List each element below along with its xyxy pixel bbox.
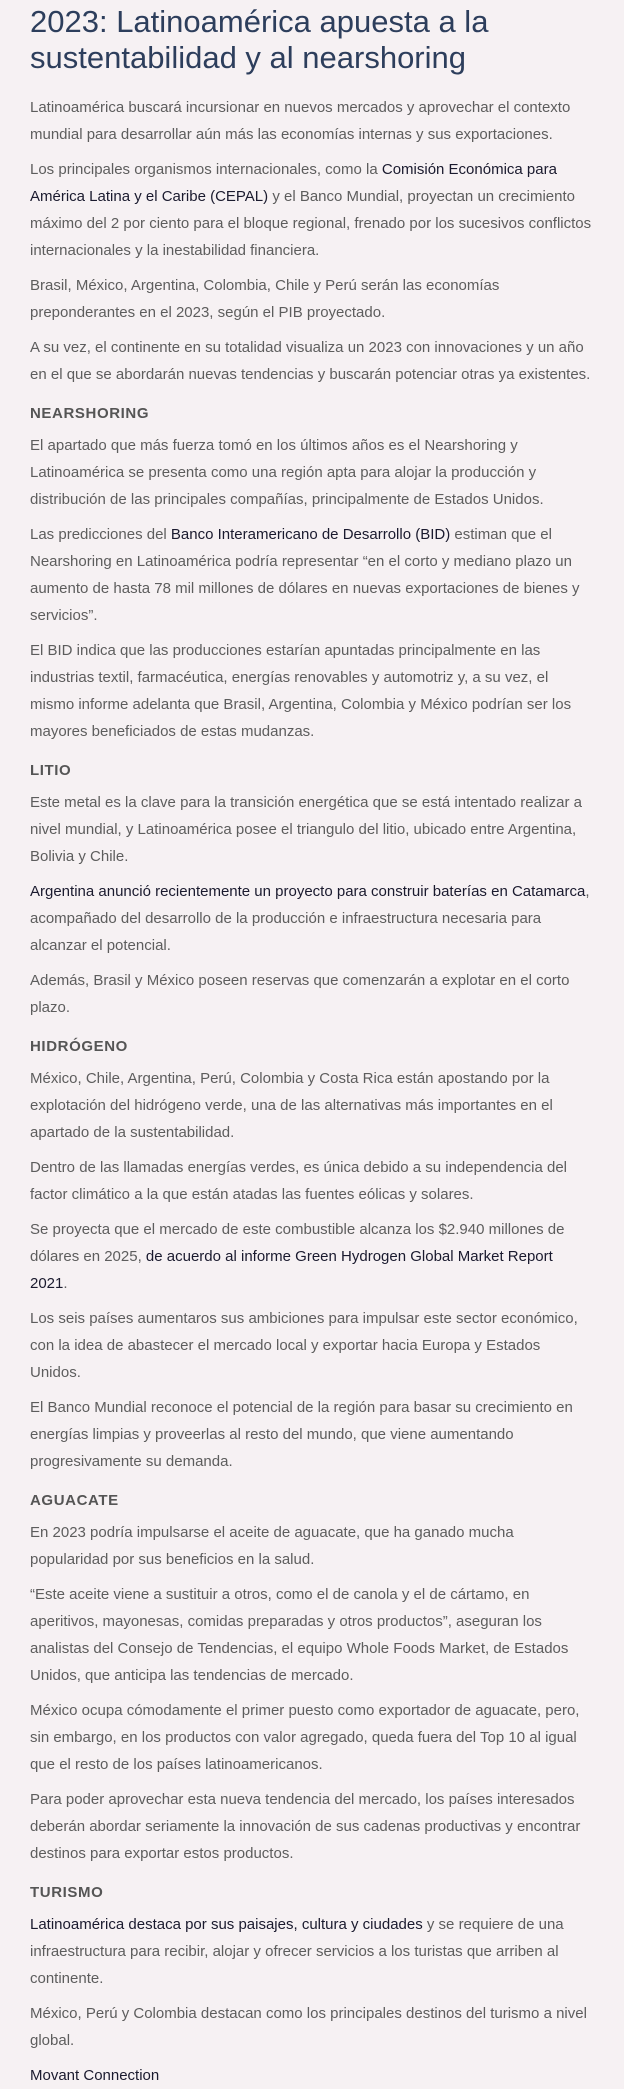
aguacate-paragraph-1: En 2023 podría impulsarse el aceite de aguacate, que ha ganado mucha popularidad por sus beneficios en la salud. [30,1524,514,1568]
turismo-heading: TURISMO [30,1884,104,1901]
turismo-paragraph-2: México, Perú y Colombia destacan como los principales destinos del turismo a nivel global. [30,2005,587,2049]
intro-paragraph-3: Brasil, México, Argentina, Colombia, Chile y Perú serán las economías preponderantes en el 2023, según el PIB proyectado. [30,277,500,321]
nearshoring-paragraph-1: El apartado que más fuerza tomó en los últimos años es el Nearshoring y Latinoamérica se presenta como una región apta para alojar la producción y distribución de las principales compañías, principalmente de Estados Unidos. [30,437,544,508]
turismo-paragraph-1 [30,1911,594,1992]
hidrogeno-paragraph-3-text-end: . [63,1275,68,1292]
hidrogeno-paragraph-2: Dentro de las llamadas energías verdes, es única debido a su independencia del factor climático a la que están atadas las fuentes eólicas y solares. [30,1159,568,1203]
nearshoring-paragraph-2-text-start: Las predicciones del [30,526,171,543]
nearshoring-paragraph-3: El BID indica que las producciones estarían apuntadas principalmente en las industrias textil, farmacéutica, energías renovables y automotriz y, a su vez, el mismo informe adelanta que Brasil, Argentina, Colombia y México podrían ser los mayores beneficiados de estas mudanzas. [30,642,572,740]
intro-paragraph-1: Latinoamérica buscará incursionar en nuevos mercados y aprovechar el contexto mundial para desarrollar aún más las economías internas y sus exportaciones. [30,99,571,143]
bid-link[interactable]: Banco Interamericano de Desarrollo (BID) [170,526,451,543]
movant-connection-link[interactable]: Movant Connection [30,2067,160,2084]
intro-paragraph-2-text-start: Los principales organismos internacionales, como la [30,161,382,178]
green-hydrogen-report-link[interactable]: de acuerdo al informe Green Hydrogen Global Market Report 2021 [30,1248,553,1292]
intro-paragraph-2 [30,156,594,264]
hidrogeno-paragraph-4: Los seis países aumentaros sus ambiciones para impulsar este sector económico, con la idea de abastecer el mercado local y exportar hacia Europa y Estados Unidos. [30,1310,578,1381]
intro-paragraph-4: A su vez, el continente en su totalidad visualiza un 2023 con innovaciones y un año en el que se abordarán nuevas tendencias y buscarán potenciar otras ya existentes. [30,339,591,383]
aguacate-paragraph-3: México ocupa cómodamente el primer puesto como exportador de aguacate, pero, sin embargo, en los productos con valor agregado, queda fuera del Top 10 al igual que el resto de los países latinoamericanos. [30,1702,580,1773]
cepal-link[interactable]: Comisión Económica para América Latina y el Caribe (CEPAL) [30,161,557,205]
nearshoring-paragraph-2-text-end: estiman que el Nearshoring en Latinoamérica podría representar “en el corto y mediano plazo un aumento de hasta 78 mil millones de dólares en nuevas exportaciones de bienes y servicios”. [30,526,580,624]
litio-heading: LITIO [30,762,72,779]
litio-paragraph-3: Además, Brasil y México poseen reservas que comenzarán a explotar en el corto plazo. [30,972,570,1016]
hidrogeno-heading: HIDRÓGENO [30,1038,128,1055]
nearshoring-heading: NEARSHORING [30,405,150,422]
aguacate-paragraph-2: “Este aceite viene a sustituir a otros, como el de canola y el de cártamo, en aperitivos, mayonesas, comidas preparadas y otros productos”, aseguran los analistas del Consejo de Tendencias, el equipo Whole Foods Market, de Estados Unidos, que anticipa las tendencias de mercado. [30,1586,569,1684]
intro-paragraph-2-text-end: y el Banco Mundial, proyectan un crecimiento máximo del 2 por ciento para el bloque regional, frenado por los sucesivos conflictos internacionales y la inestabilidad financiera. [30,188,592,259]
aguacate-paragraph-4: Para poder aprovechar esta nueva tendencia del mercado, los países interesados deberán abordar seriamente la innovación de sus cadenas productivas y encontrar destinos para exportar estos productos. [30,1791,581,1862]
article-title: 2023: Latinoamérica apuesta a la sustentabilidad y al nearshoring [30,4,489,75]
hidrogeno-paragraph-5: El Banco Mundial reconoce el potencial de la región para basar su crecimiento en energías limpias y proveerlas al resto del mundo, que viene aumentando progresivamente su demanda. [30,1399,573,1470]
catamarca-batteries-link[interactable]: Argentina anunció recientemente un proyecto para construir baterías en Catamarca [30,883,586,900]
aguacate-heading: AGUACATE [30,1492,119,1509]
hidrogeno-paragraph-3 [30,1216,594,1297]
hidrogeno-paragraph-3-text-start: Se proyecta que el mercado de este combustible alcanza los $2.940 millones de dólares en 2025, [30,1221,565,1265]
article [30,0,594,2089]
litio-paragraph-2 [30,878,594,959]
nearshoring-paragraph-2 [30,521,594,629]
latinoamerica-tourism-link[interactable]: Latinoamérica destaca por sus paisajes, cultura y ciudades [30,1916,423,1933]
litio-paragraph-2-text-end: , acompañado del desarrollo de la producción e infraestructura necesaria para alcanzar el potencial. [30,883,590,954]
turismo-paragraph-1-text-end: y se requiere de una infraestructura para recibir, alojar y ofrecer servicios a los turistas que arriben al continente. [30,1916,564,1987]
hidrogeno-paragraph-1: México, Chile, Argentina, Perú, Colombia y Costa Rica están apostando por la explotación del hidrógeno verde, una de las alternativas más importantes en el apartado de la sustentabilidad. [30,1070,553,1141]
litio-paragraph-1: Este metal es la clave para la transición energética que se está intentado realizar a nivel mundial, y Latinoamérica posee el triangulo del litio, ubicado entre Argentina, Bolivia y Chile. [30,794,582,865]
